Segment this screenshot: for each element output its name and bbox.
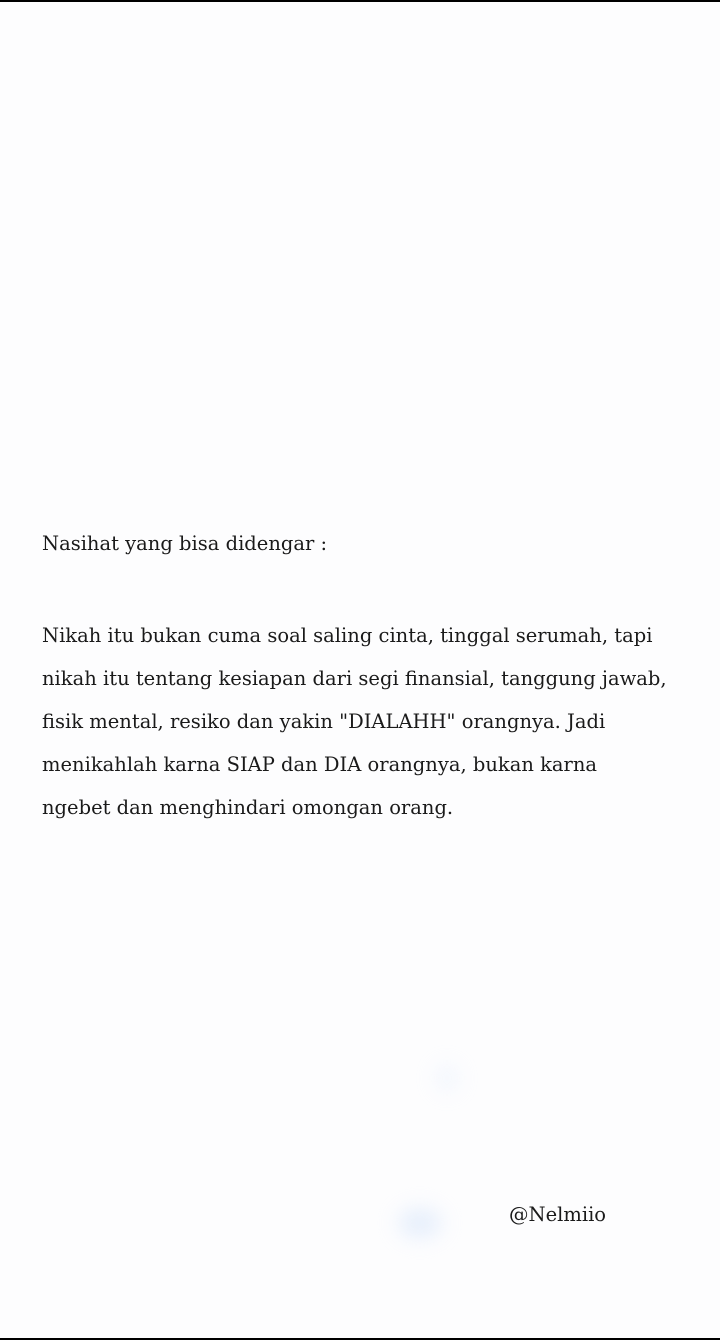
blur-artifact bbox=[436, 1064, 458, 1092]
paragraph-line: fisik mental, resiko dan yakin "DIALAHH" orangnya. Jadi bbox=[42, 710, 606, 733]
blur-artifact bbox=[398, 1208, 442, 1238]
note-heading: Nasihat yang bisa didengar : bbox=[42, 532, 328, 555]
note-paragraph bbox=[42, 614, 667, 829]
paragraph-line: nikah itu tentang kesiapan dari segi finansial, tanggung jawab, bbox=[42, 667, 667, 690]
author-signature: @Nelmiio bbox=[509, 1203, 607, 1226]
paragraph-line: ngebet dan menghindari omongan orang. bbox=[42, 796, 454, 819]
paragraph-line: menikahlah karna SIAP dan DIA orangnya, bukan karna bbox=[42, 753, 598, 776]
paragraph-line: Nikah itu bukan cuma soal saling cinta, tinggal serumah, tapi bbox=[42, 624, 653, 647]
note-page bbox=[0, 2, 720, 1338]
